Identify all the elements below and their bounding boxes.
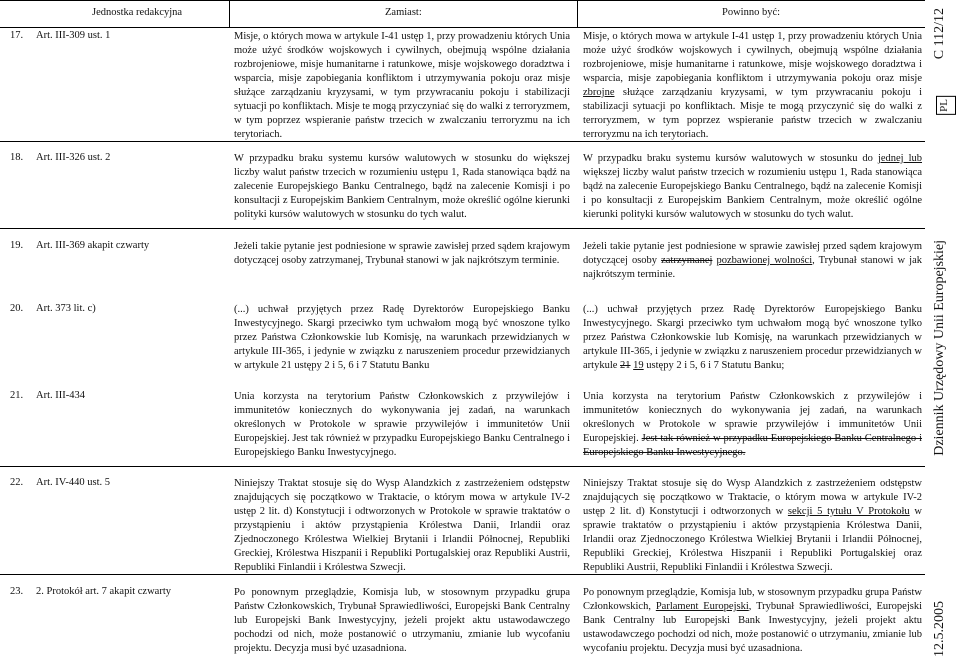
table-header (0, 0, 925, 28)
row-number: 18. (10, 152, 24, 163)
new-text: Po ponownym przeglądzie, Komisja lub, w stosownym przypadku grupa Państw Członkowskich, Parlament Europejski, Trybunał Sprawiedliwości, Europejski Bank Centralny lub Europejski Bank Inwestycyjny, jeżeli projekt aktu ustawodawczego pochodzi od nich, może postanowić o utrzymaniu, zmianie lub wycofaniu projektu. Decyzja musi być uzasadniona. (583, 587, 923, 654)
row-article: Art. III-434 (36, 390, 85, 401)
header-unit: Jednostka redakcyjna (92, 7, 183, 18)
row-number: 19. (10, 240, 24, 251)
new-text: Niniejszy Traktat stosuje się do Wysp Alandzkich z zastrzeżeniem odstępstw znajdujących się początkowo w Traktacie, o którym mowa w artykule IV-2 ustęp 2 lit. d) Konstytucji i odtworzonych w sekcji 5 tytułu V Protokołu w sprawie traktatów o przystąpieniu i aktów przystąpienia Królestwa Danii, Irlandii oraz Zjednoczonego Królestwa Wielkiej Brytanii i Irlandii Północnej, Republiki Greckiej, Królestwa Hiszpanii i Republiki Portugalskiej oraz Republiki Austrii, Republiki Finlandii i Królestwa Szwecji. (583, 478, 922, 573)
journal-title: Dziennik Urzędowy Unii Europejskiej (932, 240, 947, 456)
row-number: 22. (10, 477, 24, 488)
row-number: 23. (10, 586, 24, 597)
old-text: Niniejszy Traktat stosuje się do Wysp Alandzkich z zastrzeżeniem odstępstw znajdujących się początkowo w Traktacie, o którym mowa w artykule IV-2 ustęp 2 lit. d) Konstytucji i odtworzonych w Protokole w sprawie traktatów o przystąpieniu i aktów przystąpienia Królestwa Danii, Irlandii oraz Zjednoczonego Królestwa Wielkiej Brytanii i Irlandii Północnej, Republiki Greckiej, Królestwa Hiszpanii i Republiki Portugalskiej oraz Republiki Austrii, Republiki Finlandii i Królestwa Szwecji. (234, 478, 570, 573)
old-text: (...) uchwał przyjętych przez Radę Dyrektorów Europejskiego Banku Inwestycyjnego. Skargi przeciwko tym uchwałom mogą być wnoszone tylko przez Państwa Członkowskie lub Komisję, na warunkach przewidzianych w artykule III-365, i jedynie w związku z naruszeniem procedur przewidzianych w artykule 21 ustępy 2 i 5, 6 i 7 Statutu Banku (234, 304, 570, 371)
row-number: 20. (10, 303, 24, 314)
old-text: Unia korzysta na terytorium Państw Członkowskich z przywilejów i immunitetów koniecznych do wykonywania jej zadań, na warunkach określonych w Protokole w sprawie przywilejów i immunitetów Unii Europejskiej. Jest tak również w przypadku Europejskiego Banku Centralnego i Europejskiego Banku Inwestycyjnego. (234, 391, 570, 458)
old-text: Jeżeli takie pytanie jest podniesione w sprawie zawisłej przed sądem krajowym dotyczącej osoby zatrzymanej, Trybunał stanowi w jak najkrótszym terminie. (234, 241, 570, 266)
row-number: 17. (10, 30, 24, 41)
header-should-be: Powinno być: (722, 7, 781, 18)
language-badge: PL (936, 96, 956, 115)
row-article: Art. IV-440 ust. 5 (36, 477, 110, 488)
journal-date: 12.5.2005 (932, 601, 947, 657)
new-text: W przypadku braku systemu kursów walutowych w stosunku do jednej lub większej liczby walut państw trzecich w rozumieniu ustępu 1, Rada stanowiąca bądź na zalecenie Europejskiego Banku Centralnego, bądź na zalecenie Komisji i po konsultacji z Europejskim Bankiem Centralnym, może określić ogólne kierunki polityki kursów walutowych w stosunku do tych walut. (583, 153, 922, 220)
old-text: Misje, o których mowa w artykule I-41 ustęp 1, przy prowadzeniu których Unia może użyć środków wojskowych i cywilnych, obejmują wspólne działania rozbrojeniowe, misje humanitarne i ratunkowe, misje wojskowego doradztwa i wsparcia, misje zapobiegania konfliktom i utrzymywania pokoju oraz misje służące zarządzaniu kryzysami, w tym przywracaniu pokoju i stabilizacji sytuacji po konfliktach. Misje te mogą przyczyniać się do walki z terroryzmem, w tym poprzez wspieranie państw trzecich w zwalczaniu terroryzmu na ich terytoriach. (234, 31, 570, 140)
row-article: Art. III-369 akapit czwarty (36, 240, 150, 251)
old-text: Po ponownym przeglądzie, Komisja lub, w stosownym przypadku grupa Państw Członkowskich, Trybunał Sprawiedliwości, Europejski Bank Centralny lub Europejski Bank Inwestycyjny, jeżeli projekt aktu ustawodawczego pochodzi od nich, może postanowić o utrzymaniu, zmianie lub wycofaniu projektu. Decyzja musi być uzasadniona. (234, 587, 570, 654)
new-text: (...) uchwał przyjętych przez Radę Dyrektorów Europejskiego Banku Inwestycyjnego. Skargi przeciwko tym uchwałom mogą być wnoszone tylko przez Państwa Członkowskie lub Komisję, na warunkach przewidzianych w artykule III-365, i jedynie w związku z naruszeniem procedur przewidzianych w artykule 21 19 ustępy 2 i 5, 6 i 7 Statutu Banku; (583, 304, 922, 371)
row-article: 2. Protokół art. 7 akapit czwarty (36, 586, 172, 597)
row-number: 21. (10, 390, 24, 401)
journal-code: C 112/12 (932, 8, 947, 60)
new-text: Jeżeli takie pytanie jest podniesione w sprawie zawisłej przed sądem krajowym dotyczącej osoby zatrzymanej pozbawionej wolności, Trybunał stanowi w jak najkrótszym terminie. (583, 241, 922, 280)
row-article: Art. 373 lit. c) (36, 303, 96, 314)
header-instead: Zamiast: (385, 7, 422, 18)
row-article: Art. III-309 ust. 1 (36, 30, 111, 41)
old-text: W przypadku braku systemu kursów walutowych w stosunku do większej liczby walut państw trzecich w rozumieniu ustępu 1, Rada stanowiąca bądź na zalecenie Europejskiego Banku Centralnego, bądź na zalecenie Komisji i po konsultacji z Europejskim Bankiem Centralnym, może określić ogólne kierunki polityki kursów walutowych w stosunku do tych walut. (234, 153, 570, 220)
new-text: Unia korzysta na terytorium Państw Członkowskich z przywilejów i immunitetów koniecznych do wykonywania jej zadań, na warunkach określonych w Protokole w sprawie przywilejów i immunitetów Unii Europejskiej. Jest tak również w przypadku Europejskiego Banku Centralnego i Europejskiego Banku Inwestycyjnego. (583, 391, 923, 458)
new-text: Misje, o których mowa w artykule I-41 ustęp 1, przy prowadzeniu których Unia może użyć środków wojskowych i cywilnych, obejmują wspólne działania rozbrojeniowe, misje humanitarne i ratunkowe, misje wojskowego doradztwa i wsparcia, misje zapobiegania konfliktom i utrzymywania pokoju oraz misje zbrojne służące zarządzaniu kryzysami, w tym przywracaniu pokoju i stabilizacji sytuacji po konfliktach. Misje te mogą przyczynić się do walki z terroryzmem, w tym poprzez wspieranie państw trzecich w zwalczaniu terroryzmu na ich terytoriach. (583, 31, 922, 140)
row-article: Art. III-326 ust. 2 (36, 152, 111, 163)
